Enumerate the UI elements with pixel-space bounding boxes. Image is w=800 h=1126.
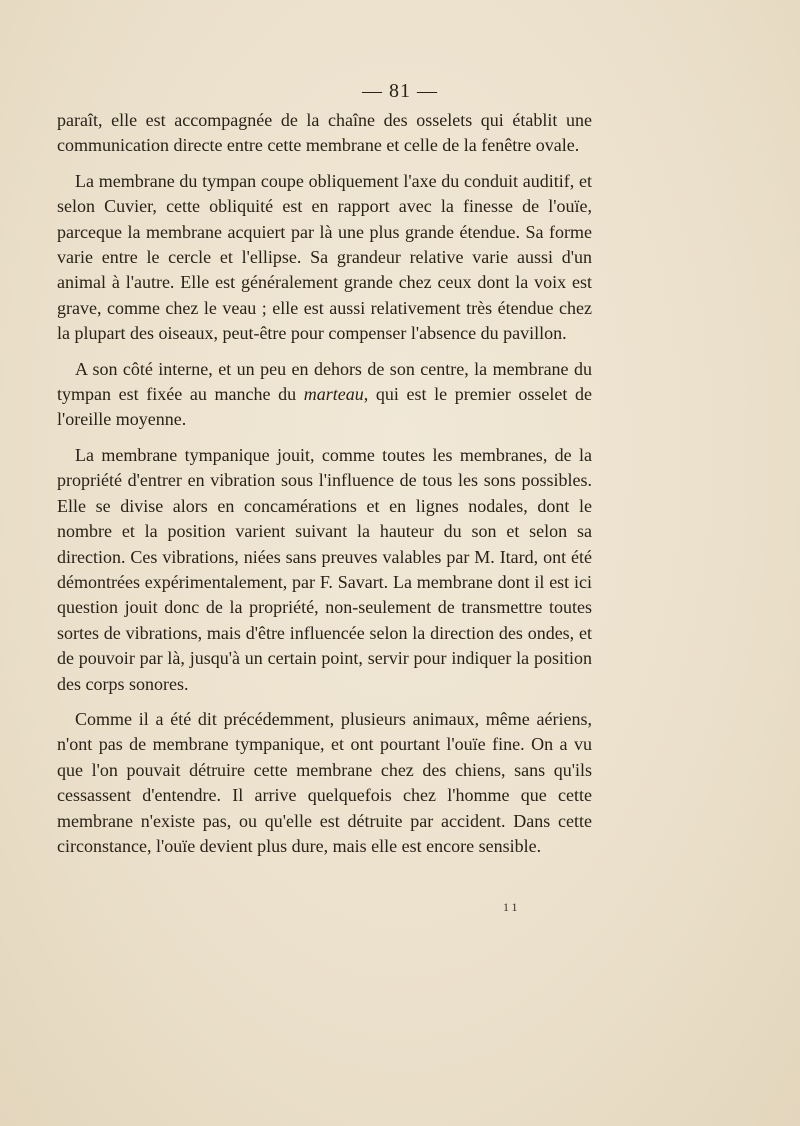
paragraph-1: paraît, elle est accompagnée de la chaîne des osselets qui établit une communication directe entre cette membrane et celle de la fenêtre ovale.: [57, 110, 592, 156]
paragraph-4: La membrane tympanique jouit, comme toutes les membranes, de la propriété d'entrer en vibration sous l'influence de tous les sons possibles. Elle se divise alors en concamérations et en lignes nodales, dont le nombre et la position varient suivant la hauteur du son et selon sa direction. Ces vibrations, niées sans preuves valables par M. Itard, ont été démontrées expérimentalement, par F. Savart. La membrane dont il est ici question jouit donc de la propriété, non-seulement de transmettre toutes sortes de vibrations, mais d'être influencée selon la direction des ondes, et de pouvoir par là, jusqu'à un certain point, servir pour indiquer la position des corps sonores.: [57, 444, 592, 694]
paragraph-2: La membrane du tympan coupe obliquement l'axe du conduit auditif, et selon Cuvier, cette obliquité est en rapport avec la finesse de l'ouïe, parceque la membrane acquiert par là une plus grande étendue. Sa forme varie entre le cercle et l'ellipse. Sa grandeur relative varie aussi d'un animal à l'autre. Elle est généralement grande chez ceux dont la voix est grave, comme chez le veau ; elle est aussi relativement très étendue chez la plupart des oiseaux, peut-être pour compenser l'absence du pavillon.: [57, 170, 592, 344]
paragraph-3: A son côté interne, et un peu en dehors de son centre, la membrane du tympan est fixée au manche du marteau, qui est le premier osselet de l'oreille moyenne.: [57, 358, 593, 430]
paragraph-5: Comme il a été dit précédemment, plusieurs animaux, même aériens, n'ont pas de membrane tympanique, et ont pourtant l'ouïe fine. On a vu que l'on pouvait détruire cette membrane chez des chiens, sans qu'ils cessassent d'entendre. Il arrive quelquefois chez l'homme que cette membrane n'existe pas, ou qu'elle est détruite par accident. Dans cette circonstance, l'ouïe devient plus dure, mais elle est encore sensible.: [57, 708, 592, 856]
signature-mark: 11: [503, 900, 521, 914]
page-number-header: — 81 —: [362, 80, 438, 102]
italic-term: marteau: [303, 384, 364, 405]
body-text: [57, 108, 592, 869]
